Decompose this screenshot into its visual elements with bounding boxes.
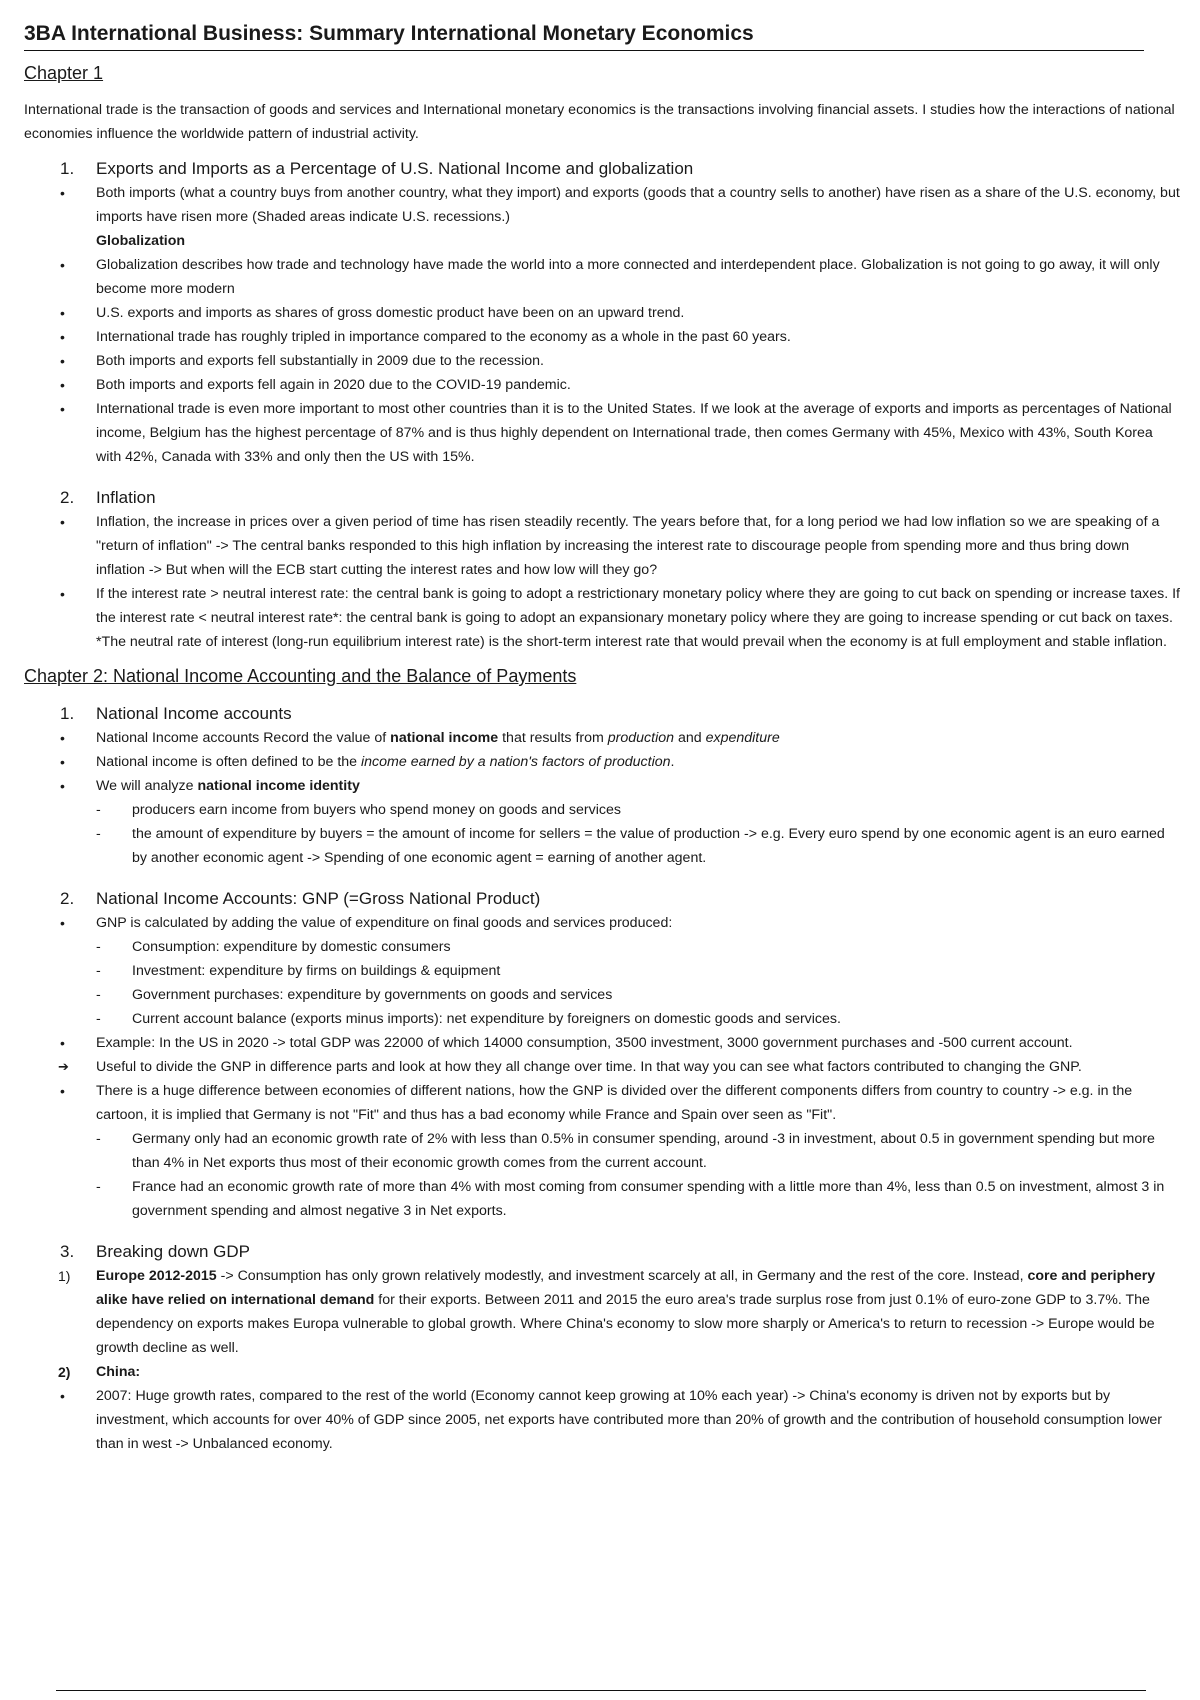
gnp-bullets [24,911,1180,935]
list-item: • Both imports and exports fell again in 2020 due to the COVID-19 pandemic. [24,373,1180,397]
list-item: • 2007: Huge growth rates, compared to the rest of the world (Economy cannot keep growing at 10% each year) -> China's economy is driven not by exports but by investment, which accounts for over 40% of GDP since 2005, net exports have contributed more than 20% of growth and the contribution of household consumption lower than in west -> Unbalanced economy. [24,1384,1180,1456]
list-item: • International trade has roughly tripled in importance compared to the economy as a whole in the past 60 years. [24,325,1180,349]
list-item: • National income is often defined to be the income earned by a nation's factors of production. [24,750,1180,774]
list-item: • GNP is calculated by adding the value of expenditure on final goods and services produced: [24,911,1180,935]
list-item: - Investment: expenditure by firms on buildings & equipment [24,959,1180,983]
list-item: - Consumption: expenditure by domestic consumers [24,935,1180,959]
list-item: • Both imports (what a country buys from another country, what they import) and exports (goods that a country sells to another) have risen as a share of the U.S. economy, but imports have risen more (Shaded areas indicate U.S. recessions.) [24,181,1180,229]
list-item: • There is a huge difference between economies of different nations, how the GNP is divided over the different components differs from country to country -> e.g. in the cartoon, it is implied that Germany is not "Fit" and thus has a bad economy while France and Spain over seen as "Fit". [24,1079,1180,1127]
list-item: • Both imports and exports fell substantially in 2009 due to the recession. [24,349,1180,373]
list-item: • U.S. exports and imports as shares of gross domestic product have been on an upward trend. [24,301,1180,325]
section-national-income-accounts: 1. National Income accounts [60,704,292,723]
globalization-subheading: Globalization [96,233,186,249]
list-item: - Government purchases: expenditure by governments on goods and services [24,983,1180,1007]
section-exports-imports: 1. Exports and Imports as a Percentage of U.S. National Income and globalization [60,159,694,178]
list-item: • Example: In the US in 2020 -> total GDP was 22000 of which 14000 consumption, 3500 investment, 3000 government purchases and -500 current account. [24,1031,1180,1055]
chapter-2-heading: Chapter 2: National Income Accounting and the Balance of Payments [24,666,577,686]
list-item: 1) Europe 2012-2015 -> Consumption has only grown relatively modestly, and investment scarcely at all, in Germany and the rest of the core. Instead, core and periphery alike have relied on international demand for their exports. Between 2011 and 2015 the euro area's trade surplus rose from just 0.1% of euro-zone GDP to 3.7%. The dependency on exports makes Europa vulnerable to global growth. Where China's economy to slow more sharply or America's to return to recession -> Europe would be growth decline as well. [24,1264,1180,1360]
list-item: • International trade is even more important to most other countries than it is to the United States. If we look at the average of exports and imports as percentages of National income, Belgium has the highest percentage of 87% and is thus highly dependent on International trade, then comes Germany with 45%, Mexico with 43%, South Korea with 42%, Canada with 33% and only then the US with 15%. [24,397,1180,469]
national-income-bullets [24,726,1180,798]
list-item: • Globalization describes how trade and technology have made the world into a more connected and interdependent place. Globalization is not going to go away, it will only become more modern [24,253,1180,301]
neutral-rate-note: *The neutral rate of interest (long-run equilibrium interest rate) is the short-term interest rate that would prevail when the economy is at full employment and stable inflation. [96,634,1167,650]
section-gnp: 2. National Income Accounts: GNP (=Gross National Product) [60,889,541,908]
section-breaking-down-gdp: 3. Breaking down GDP [60,1242,251,1261]
list-item: - producers earn income from buyers who spend money on goods and services [24,798,1180,822]
country-comparison-sublist [24,1127,1180,1223]
list-item: - Current account balance (exports minus imports): net expenditure by foreigners on domestic goods and services. [24,1007,1180,1031]
list-item: • We will analyze national income identity [24,774,1180,798]
list-item: • Inflation, the increase in prices over a given period of time has risen steadily recently. The years before that, for a long period we had low inflation so we are speaking of a "return of inflation" -> The central banks responded to this high inflation by increasing the interest rate to discourage people from spending more and thus bring down inflation -> But when will the ECB start cutting the interest rates and how low will they go? [24,510,1180,582]
gnp-bullets-2 [24,1031,1180,1127]
identity-sublist [24,798,1180,870]
globalization-bullets [24,253,1180,469]
document-title: 3BA International Business: Summary International Monetary Economics [24,22,754,45]
title-divider [24,50,1144,51]
footer-divider [56,1690,1146,1691]
section-inflation: 2. Inflation [60,488,156,507]
chapter-1-heading: Chapter 1 [24,63,104,83]
arrow-item: ➔ Useful to divide the GNP in difference parts and look at how they all change over time. In that way you can see what factors contributed to changing the GNP. [24,1055,1180,1079]
chapter-1-intro: International trade is the transaction of goods and services and International monetary economics is the transactions involving financial assets. I studies how the interactions of national economies influence the worldwide pattern of industrial activity. [24,102,1175,142]
document-page [24,22,1180,1456]
list-item: • National Income accounts Record the value of national income that results from production and expenditure [24,726,1180,750]
list-item: - Germany only had an economic growth rate of 2% with less than 0.5% in consumer spending, around -3 in investment, about 0.5 in government spending but more than 4% in Net exports thus most of their economic growth comes from the current account. [24,1127,1180,1175]
exports-bullets [24,181,1180,229]
list-item: - the amount of expenditure by buyers = the amount of income for sellers = the value of production -> e.g. Every euro spend by one economic agent is an euro earned by another economic agent -> Spending of one economic agent = earning of another agent. [24,822,1180,870]
list-item: - France had an economic growth rate of more than 4% with most coming from consumer spending with a little more than 4%, less than 0.5 on investment, almost 3 in government spending and almost negative 3 in Net exports. [24,1175,1180,1223]
list-item: • If the interest rate > neutral interest rate: the central bank is going to adopt a restrictionary monetary policy where they are going to cut back on spending or increase taxes. If the interest rate < neutral interest rate*: the central bank is going to adopt an expansionary monetary policy where they are going to increase spending or cut back on taxes. [24,582,1180,630]
gnp-components-sublist [24,935,1180,1031]
list-item: 2) China: [24,1360,1180,1384]
gdp-breakdown-list [24,1264,1180,1456]
inflation-bullets [24,510,1180,630]
